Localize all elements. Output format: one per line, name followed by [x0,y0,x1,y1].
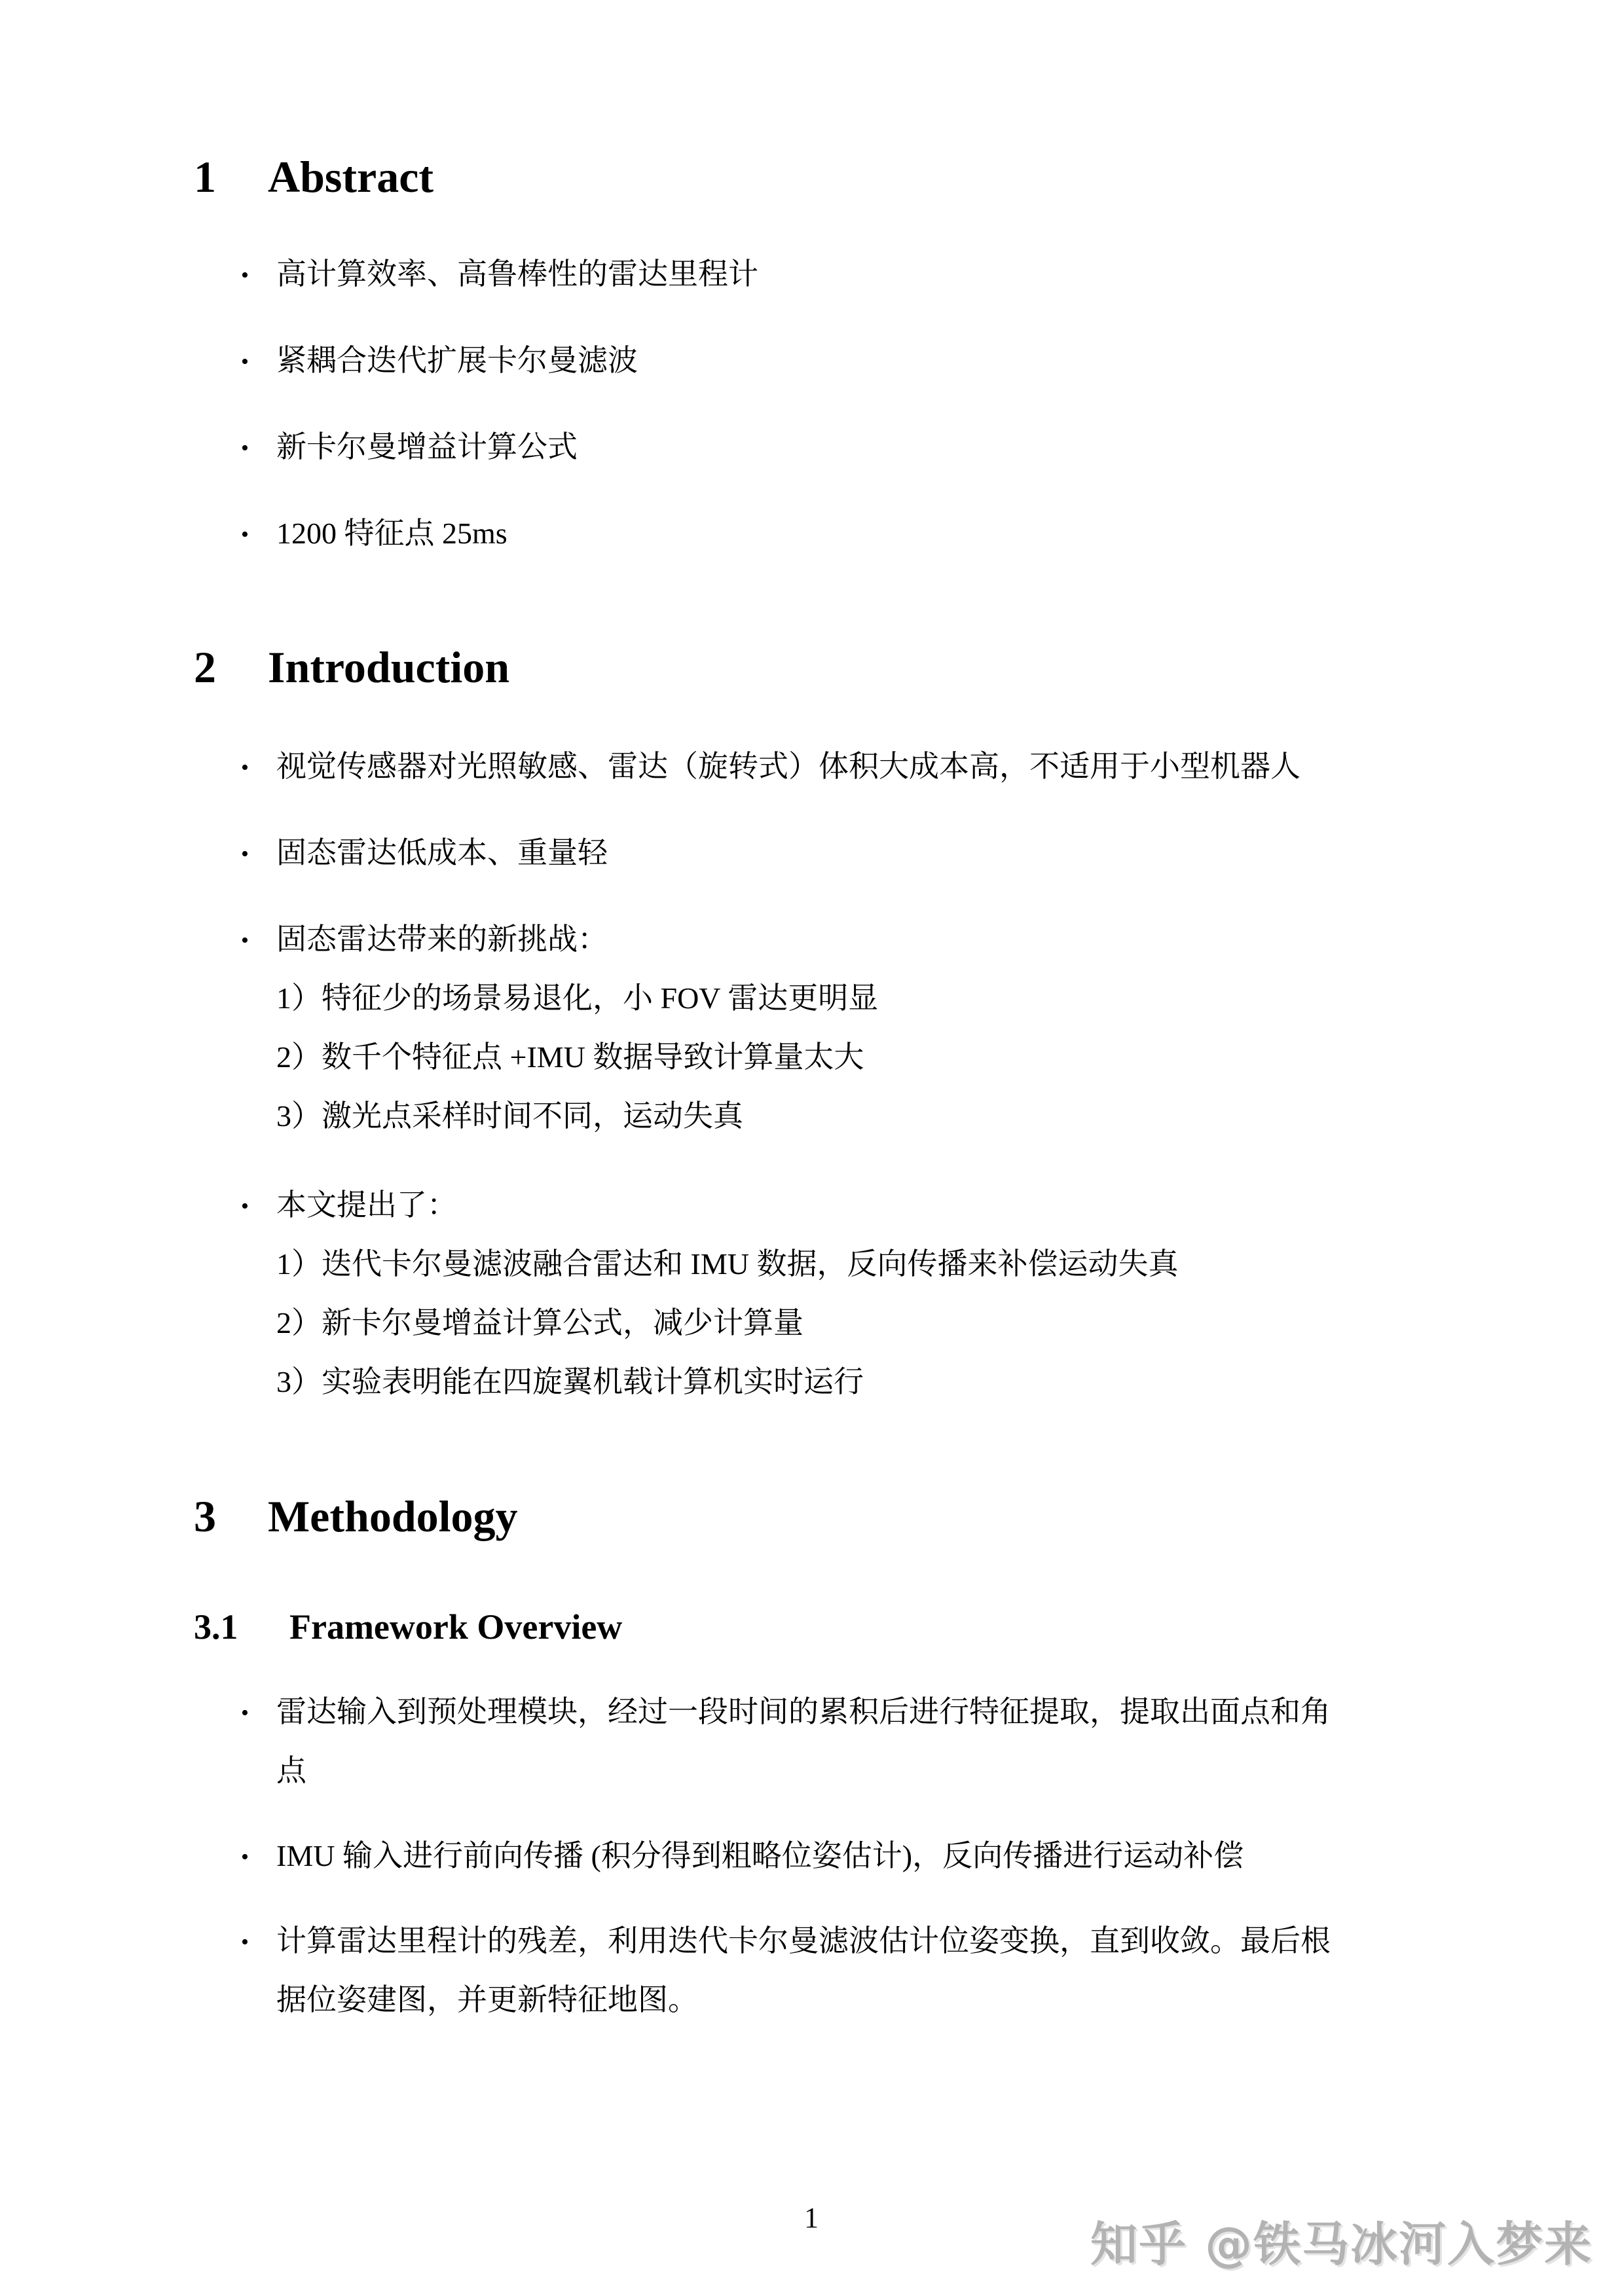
sub-item: 3）实验表明能在四旋翼机载计算机实时运行 [276,1365,864,1398]
section-title: Abstract [268,152,434,202]
list-item: 新卡尔曼增益计算公式 [276,430,578,464]
sub-item: 2）新卡尔曼增益计算公式，减少计算量 [276,1306,803,1339]
list-item-line: 雷达输入到预处理模块，经过一段时间的累积后进行特征提取，提取出面点和角 [276,1695,1331,1728]
sub-item: 2）数千个特征点 +IMU 数据导致计算量太大 [276,1040,864,1074]
page-number: 1 [804,2202,819,2234]
sub-item: 1）特征少的场景易退化，小 FOV 雷达更明显 [276,981,879,1015]
list-item-line: IMU 输入进行前向传播 (积分得到粗略位姿估计)，反向传播进行运动补偿 [276,1839,1244,1872]
bullet-icon: • [241,928,249,953]
list-item: 本文提出了： [276,1188,457,1222]
bullet-icon: • [241,1845,249,1869]
section-heading-introduction [194,642,510,692]
bullet-icon: • [241,436,249,460]
list-item: 固态雷达带来的新挑战： [276,922,608,956]
list-item: 紧耦合迭代扩展卡尔曼滤波 [276,344,638,377]
bullet-icon: • [241,522,249,547]
section-title: Methodology [268,1491,518,1541]
section-number: 3 [194,1491,216,1541]
bullet-icon: • [241,756,249,780]
subsection-title: Framework Overview [289,1607,623,1647]
bullet-icon: • [241,1701,249,1725]
list-item: 高计算效率、高鲁棒性的雷达里程计 [276,257,758,291]
list-item: 1200 特征点 25ms [276,517,507,550]
sub-item: 1）迭代卡尔曼滤波融合雷达和 IMU 数据，反向传播来补偿运动失真 [276,1247,1179,1281]
list-item: 视觉传感器对光照敏感、雷达（旋转式）体积大成本高，不适用于小型机器人 [276,750,1301,783]
watermark: 知乎 @铁马冰河入梦来 [1090,2217,1593,2272]
subsection-heading-framework-overview [194,1609,622,1645]
list-item-line: 计算雷达里程计的残差，利用迭代卡尔曼滤波估计位姿变换，直到收敛。最后根 [276,1924,1331,1958]
sub-item: 3）激光点采样时间不同，运动失真 [276,1099,743,1133]
subsection-number: 3.1 [194,1607,238,1647]
section-heading-methodology [194,1491,518,1541]
list-item-line: 据位姿建图，并更新特征地图。 [276,1983,698,2016]
bullet-icon: • [241,1930,249,1954]
bullet-icon: • [241,263,249,287]
bullet-icon: • [241,842,249,866]
section-number: 1 [194,152,216,202]
section-title: Introduction [268,642,510,692]
list-item: 固态雷达低成本、重量轻 [276,836,608,869]
bullet-icon: • [241,350,249,374]
section-heading-abstract [194,152,434,202]
section-number: 2 [194,642,216,692]
list-item-line: 点 [276,1754,306,1787]
bullet-icon: • [241,1194,249,1218]
